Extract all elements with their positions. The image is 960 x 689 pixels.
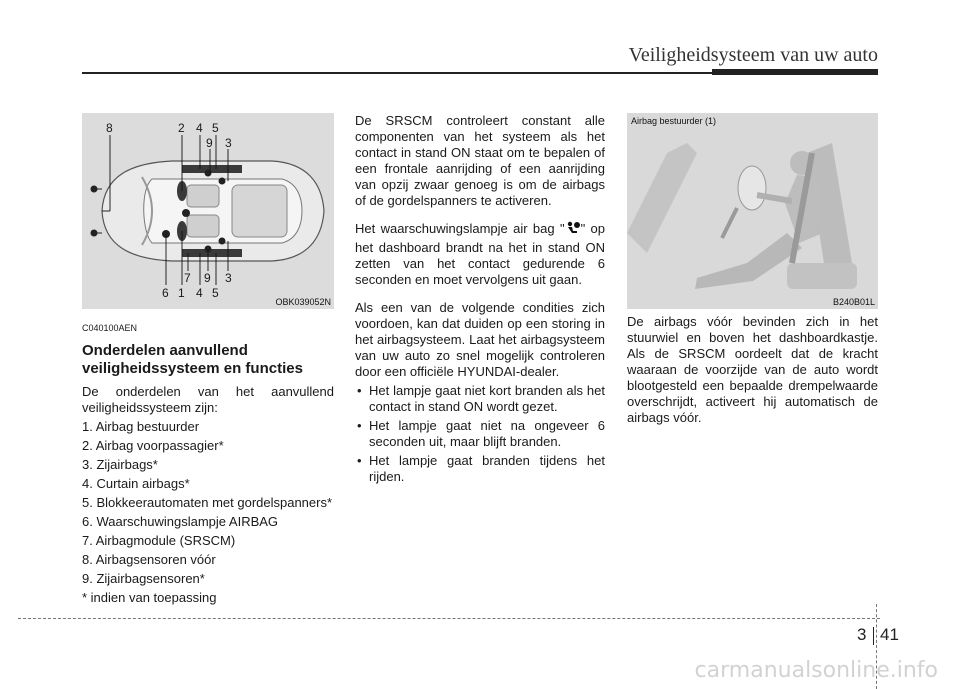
malfunction-conditions-list xyxy=(355,383,605,485)
callout-label: 3 xyxy=(225,271,232,285)
callout-label: 6 xyxy=(162,286,169,300)
callout-label: 5 xyxy=(212,121,219,135)
callout-label: 3 xyxy=(225,136,232,150)
footer-rule xyxy=(18,618,880,619)
bullet-item: • Het lampje gaat niet na ongeveer 6 seconden uit, maar blijft branden. xyxy=(355,418,605,450)
paragraph: De airbags vóór bevinden zich in het stuurwiel en boven het dashboardkastje. Als de SRSCM oordeelt dat de kracht waaraan de voorzijde van de auto wordt blootgesteld een bepaalde drempelwaarde overschrijdt, activeert hij automatisch de airbags vóór. xyxy=(627,314,878,425)
page-number: 41 xyxy=(880,625,899,644)
list-item: 1. Airbag bestuurder xyxy=(82,419,200,434)
figure-code: B240B01L xyxy=(832,297,875,307)
paragraph-text: Het waarschuwingslampje air bag " xyxy=(355,221,565,236)
callout-label: 7 xyxy=(184,271,191,285)
list-item: 5. Blokkeerautomaten met gordelspanners* xyxy=(82,495,333,510)
header-rule xyxy=(82,72,712,74)
list-item: 2. Airbag voorpassagier* xyxy=(82,438,224,453)
page-number-separator xyxy=(873,627,874,645)
section-code: C040100AEN xyxy=(82,323,138,333)
component-list xyxy=(82,419,334,606)
list-item: 7. Airbagmodule (SRSCM) xyxy=(82,533,236,548)
figure-caption: Airbag bestuurder (1) xyxy=(631,116,717,126)
driver-airbag-figure xyxy=(627,113,878,309)
list-item: 8. Airbagsensoren vóór xyxy=(82,552,216,567)
list-item: 9. Zijairbagsensoren* xyxy=(82,571,205,586)
car-airbag-diagram xyxy=(82,113,334,309)
list-item: * indien van toepassing xyxy=(82,590,217,605)
right-column xyxy=(627,314,878,438)
paragraph: Als een van de volgende condities zich voordoen, kan dat duiden op een storing in het airbagsysteem. Laat het airbagsysteem van uw auto zo snel mogelijk controleren door een officiële HYUNDAI-dealer. xyxy=(355,300,605,379)
callout-label: 9 xyxy=(204,271,211,285)
header-rule-accent xyxy=(712,69,878,75)
list-item: 6. Waarschuwingslampje AIRBAG xyxy=(82,514,279,529)
bullet-item: • Het lampje gaat niet kort branden als het contact in stand ON wordt gezet. xyxy=(355,383,605,415)
callout-label: 4 xyxy=(196,286,203,300)
watermark: carmanualsonline.info xyxy=(694,658,938,683)
bullet-item: • Het lampje gaat branden tijdens het rijden. xyxy=(355,453,605,485)
callout-label: 8 xyxy=(106,121,113,135)
airbag-warning-icon xyxy=(565,221,581,240)
page-header-title: Veiligheidsysteem van uw auto xyxy=(628,44,878,66)
section-heading: Onderdelen aanvullend veiligheidssysteem en functies xyxy=(82,342,303,377)
left-column xyxy=(82,320,334,609)
list-item: 4. Curtain airbags* xyxy=(82,476,190,491)
paragraph-text: " op het dashboard brandt na het in stand ON zetten van het contact gedurende 6 seconden en moet vervolgens uit gaan. xyxy=(355,221,605,287)
callout-label: 5 xyxy=(212,286,219,300)
callout-label: 2 xyxy=(178,121,185,135)
list-item: 3. Zijairbags* xyxy=(82,457,158,472)
paragraph-warning-lamp xyxy=(355,221,605,288)
driver-airbag-illustration xyxy=(627,113,878,309)
intro-text: De onderdelen van het aanvullend veiligheidssysteem zijn: xyxy=(82,384,334,415)
callout-label: 4 xyxy=(196,121,203,135)
callout-label: 1 xyxy=(178,286,185,300)
paragraph: De SRSCM controleert constant alle componenten van het systeem als het contact in stand ON staat om te bepalen of een frontale aanrijding of een aanrijding van opzij zwaar genoeg is om de airbags of de gordelspanners te activeren. xyxy=(355,113,605,208)
figure-code: OBK039052N xyxy=(275,297,331,307)
middle-column xyxy=(355,113,605,488)
callout-label: 9 xyxy=(206,136,213,150)
chapter-number: 3 xyxy=(857,625,867,644)
